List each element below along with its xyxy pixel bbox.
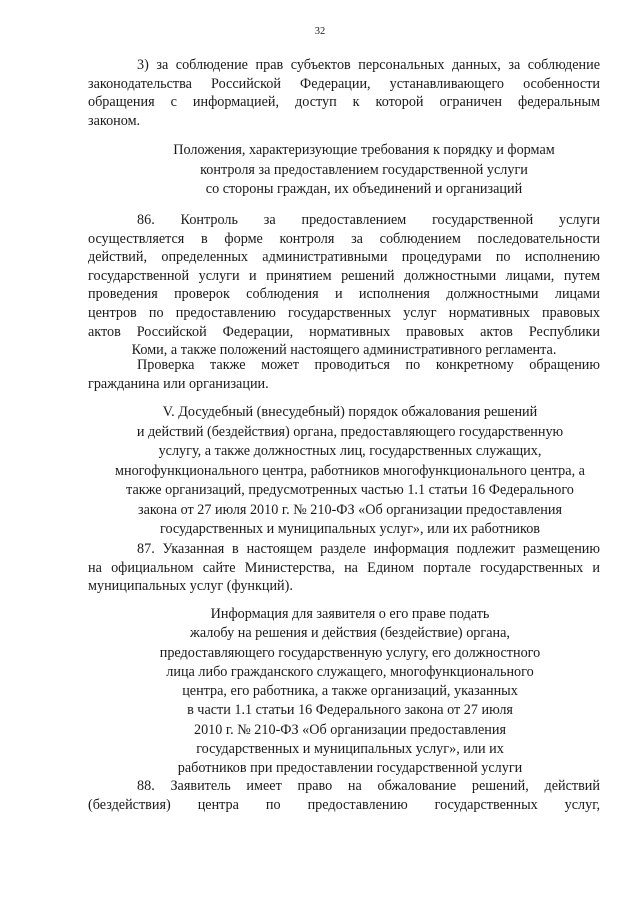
paragraph-88 (88, 777, 600, 814)
heading-line: жалобу на решения и действия (бездействие) органа, (190, 625, 510, 642)
paragraph-line: государственной услуги и принятием решений должностными лицами, путем (88, 267, 600, 284)
heading-line: многофункционального центра, работников многофункционального центра, а (115, 462, 585, 479)
paragraph-line: муниципальных услуг (функций). (88, 578, 293, 595)
heading-line: работников при предоставлении государственной услуги (177, 760, 523, 777)
heading-line: Положения, характеризующие требования к порядку и формам (173, 142, 555, 158)
heading-line: также организаций, предусмотренных частью 1.1 статьи 16 Федерального (126, 482, 574, 498)
paragraph-line: 88. Заявитель имеет право на обжалование решений, действий (137, 778, 600, 794)
paragraph-line: 87. Указанная в настоящем разделе информация подлежит размещению (137, 541, 600, 557)
heading-line: предоставляющего государственную услугу, его должностного (159, 644, 541, 661)
heading-section-v (88, 403, 612, 540)
heading-line: государственных и муниципальных услуг», или их работников (160, 521, 540, 537)
paragraph-line: проведения проверок соблюдения и исполнения должностными лицами (88, 286, 600, 303)
paragraph-check (88, 356, 600, 393)
paragraph-line: законом. (88, 112, 141, 129)
paragraph-line: Коми, а также положений настоящего административного регламента. (131, 342, 557, 359)
heading-line: и действий (бездействия) органа, предоставляющего государственную (136, 423, 564, 440)
paragraph-86 (88, 211, 600, 360)
heading-line: закона от 27 июля 2010 г. № 210-ФЗ «Об организации предоставления (137, 501, 562, 518)
paragraph-line: осуществляется в форме контроля за соблюдением последовательности (88, 230, 600, 247)
paragraph-line: 86. Контроль за предоставлением государственной услуги (137, 212, 600, 228)
paragraph-line: законодательства Российской Федерации, устанавливающего особенности (88, 75, 600, 92)
heading-line: услугу, а также должностных лиц, государственных служащих, (158, 443, 542, 459)
page-number: 32 (314, 26, 326, 37)
heading-line: со стороны граждан, их объединений и организаций (205, 181, 523, 197)
heading-line: государственных и муниципальных услуг», или их (196, 741, 504, 758)
heading-line: Информация для заявителя о его праве подать (210, 606, 490, 622)
paragraph-line: Проверка также может проводиться по конкретному обращению (137, 357, 600, 373)
heading-line: центра, его работника, а также организаций, указанных (182, 683, 518, 700)
paragraph-line: 3) за соблюдение прав субъектов персональных данных, за соблюдение (137, 57, 600, 73)
paragraph-87 (88, 540, 600, 596)
paragraph-line: на официальном сайте Министерства, на Едином портале государственных и (88, 559, 600, 576)
paragraph-line: актов Российской Федерации, нормативных правовых актов Республики (88, 323, 600, 340)
heading-line: 2010 г. № 210-ФЗ «Об организации предоставления (193, 721, 507, 738)
paragraph-line: действий, определенных административными процедурами по исполнению (88, 249, 600, 266)
heading-line: V. Досудебный (внесудебный) порядок обжалования решений (162, 404, 538, 420)
paragraph-line: (бездействия) центра по предоставлению государственных услуг, (88, 796, 600, 813)
heading-line: лица либо гражданского служащего, многофункционального (166, 663, 534, 680)
paragraph-line: обращения с информацией, доступ к которой ограничен федеральным (88, 94, 600, 111)
paragraph-3 (88, 56, 600, 130)
paragraph-line: гражданина или организации. (88, 375, 269, 392)
heading-line: контроля за предоставлением государственной услуги (200, 161, 528, 178)
heading-control-requirements (88, 141, 640, 200)
paragraph-line: центров по предоставлению государственных услуг нормативных правовых (88, 304, 600, 321)
heading-line: в части 1.1 статьи 16 Федерального закона от 27 июля (187, 702, 513, 719)
heading-applicant-info (88, 605, 612, 779)
